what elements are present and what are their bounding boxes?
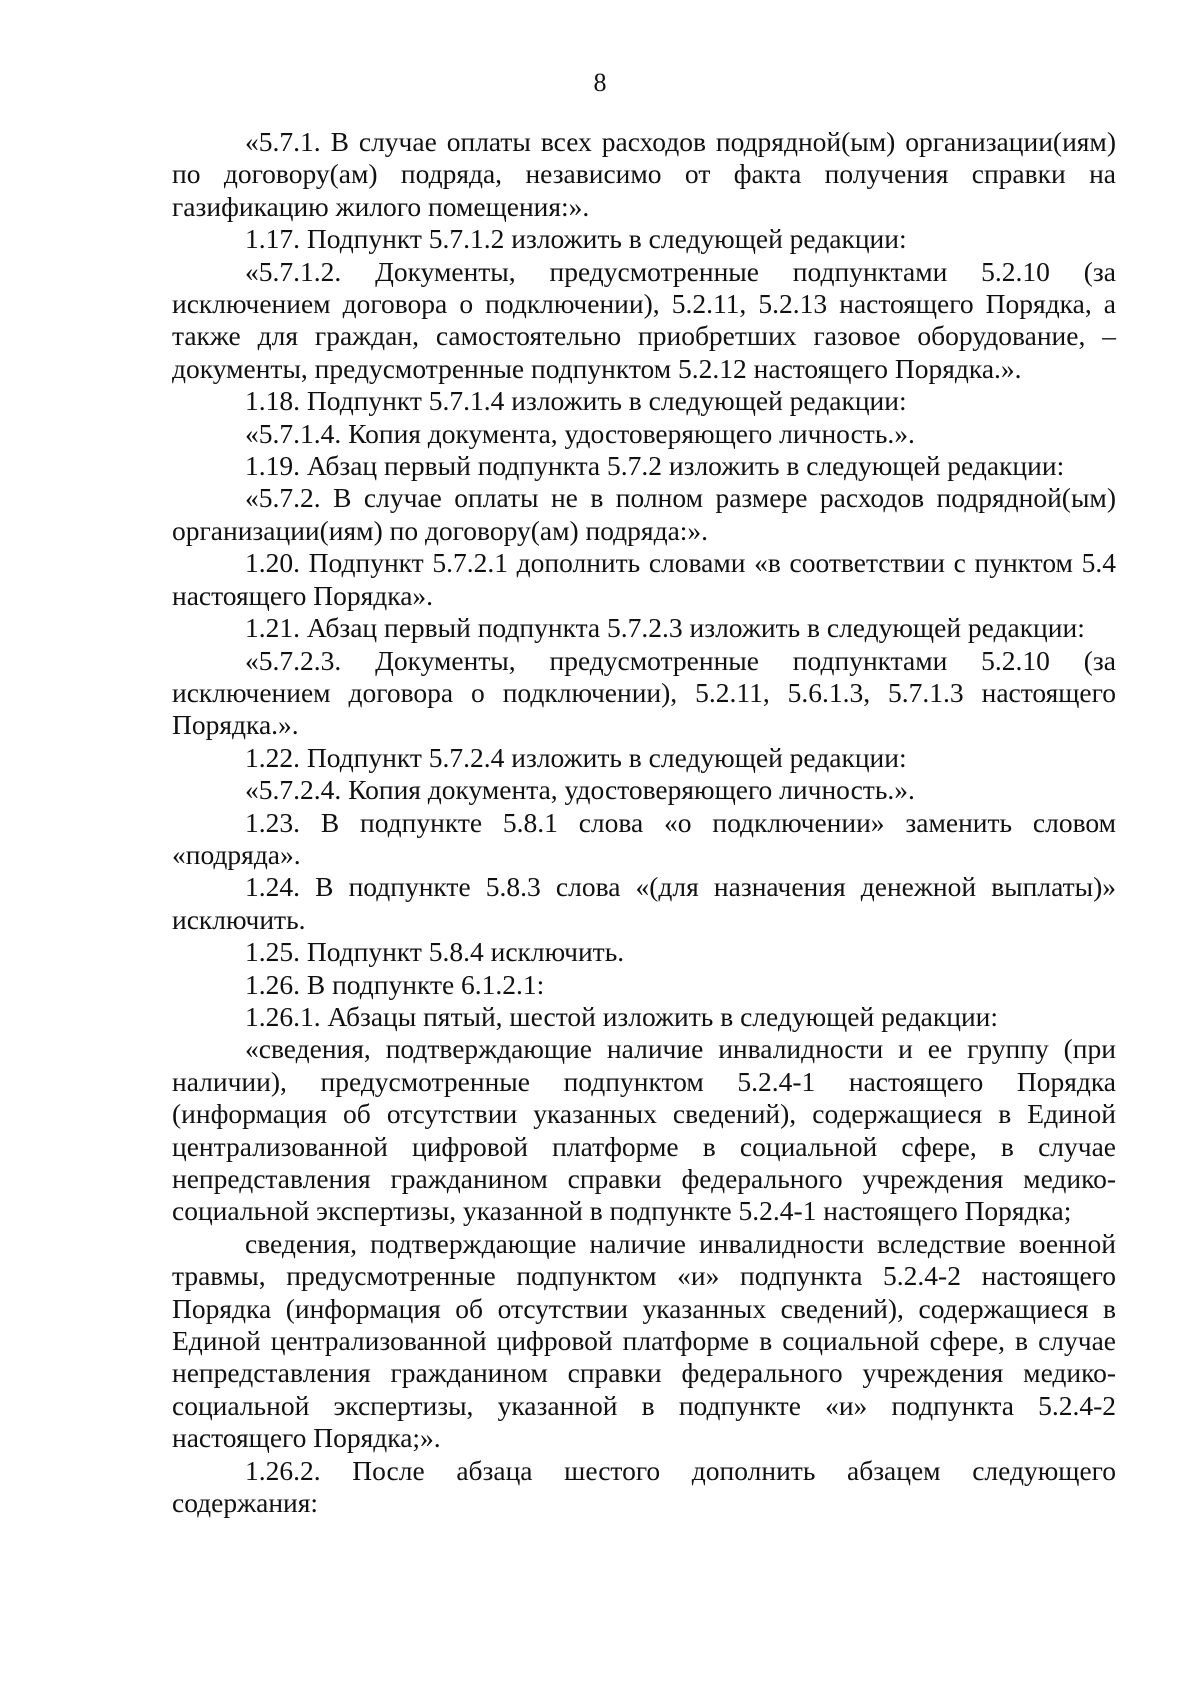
paragraph-1-25: 1.25. Подпункт 5.8.4 исключить. [245, 936, 625, 968]
paragraph-1-17: 1.17. Подпункт 5.7.1.2 изложить в следующей редакции: [245, 223, 907, 255]
paragraph-1-18: 1.18. Подпункт 5.7.1.4 изложить в следующей редакции: [245, 385, 907, 417]
paragraph-disability-info-quote: «сведения, подтверждающие наличие инвалидности и ее группу (при наличии), предусмотренные подпунктом 5.2.4-1 настоящего Порядка (информация об отсутствии указанных сведений), содержащиеся в Единой централизованной цифровой платформе в социальной сфере, в случае непредставления гражданином справки федерального учреждения медико-социальной экспертизы, указанной в подпункте 5.2.4-1 настоящего Порядка; [172, 1033, 1116, 1227]
paragraph-1-26: 1.26. В подпункте 6.1.2.1: [245, 968, 545, 1000]
paragraph-1-26-1: 1.26.1. Абзацы пятый, шестой изложить в следующей редакции: [245, 1000, 999, 1032]
paragraph-5-7-2-quote: «5.7.2. В случае оплаты не в полном размере расходов подрядной(ым) организации(иям) по договору(ам) подряда:». [172, 482, 1116, 546]
paragraph-1-24: 1.24. В подпункте 5.8.3 слова «(для назначения денежной выплаты)» исключить. [172, 871, 1116, 935]
paragraph-1-26-2: 1.26.2. После абзаца шестого дополнить абзацем следующего содержания: [172, 1454, 1116, 1519]
paragraph-5-7-1-2-quote: «5.7.1.2. Документы, предусмотренные подпунктами 5.2.10 (за исключением договора о подключении), 5.2.11, 5.2.13 настоящего Порядка, а также для граждан, самостоятельно приобретших газовое оборудование, – документы, предусмотренные подпунктом 5.2.12 настоящего Порядка.». [172, 255, 1116, 384]
paragraph-5-7-2-4-quote: «5.7.2.4. Копия документа, удостоверяющего личность.». [245, 774, 915, 806]
page-number: 8 [593, 68, 607, 97]
paragraph-military-trauma-info: сведения, подтверждающие наличие инвалидности вследствие военной травмы, предусмотренные подпунктом «и» подпункта 5.2.4-2 настоящего Порядка (информация об отсутствии указанных сведений), содержащиеся в Единой централизованной цифровой платформе в социальной сфере, в случае непредставления гражданином справки федерального учреждения медико-социальной экспертизы, указанной в подпункте «и» подпункта 5.2.4-2 настоящего Порядка;». [172, 1227, 1116, 1454]
paragraph-1-23: 1.23. В подпункте 5.8.1 слова «о подключении» заменить словом «подряда». [172, 806, 1116, 870]
paragraph-5-7-1-4-quote: «5.7.1.4. Копия документа, удостоверяющего личность.». [245, 417, 915, 449]
document-body [172, 126, 1116, 1519]
paragraph-1-22: 1.22. Подпункт 5.7.2.4 изложить в следующей редакции: [245, 741, 907, 773]
paragraph-5-7-1-quote: «5.7.1. В случае оплаты всех расходов подрядной(ым) организации(иям) по договору(ам) подряда, независимо от факта получения справки на газификацию жилого помещения:». [172, 126, 1116, 222]
paragraph-1-21: 1.21. Абзац первый подпункта 5.7.2.3 изложить в следующей редакции: [245, 612, 1085, 644]
paragraph-1-20: 1.20. Подпункт 5.7.2.1 дополнить словами «в соответствии с пунктом 5.4 настоящего Порядка». [172, 547, 1116, 611]
paragraph-5-7-2-3-quote: «5.7.2.3. Документы, предусмотренные подпунктами 5.2.10 (за исключением договора о подключении), 5.2.11, 5.6.1.3, 5.7.1.3 настоящего Порядка.». [172, 644, 1116, 741]
paragraph-1-19: 1.19. Абзац первый подпункта 5.7.2 изложить в следующей редакции: [245, 450, 1065, 482]
